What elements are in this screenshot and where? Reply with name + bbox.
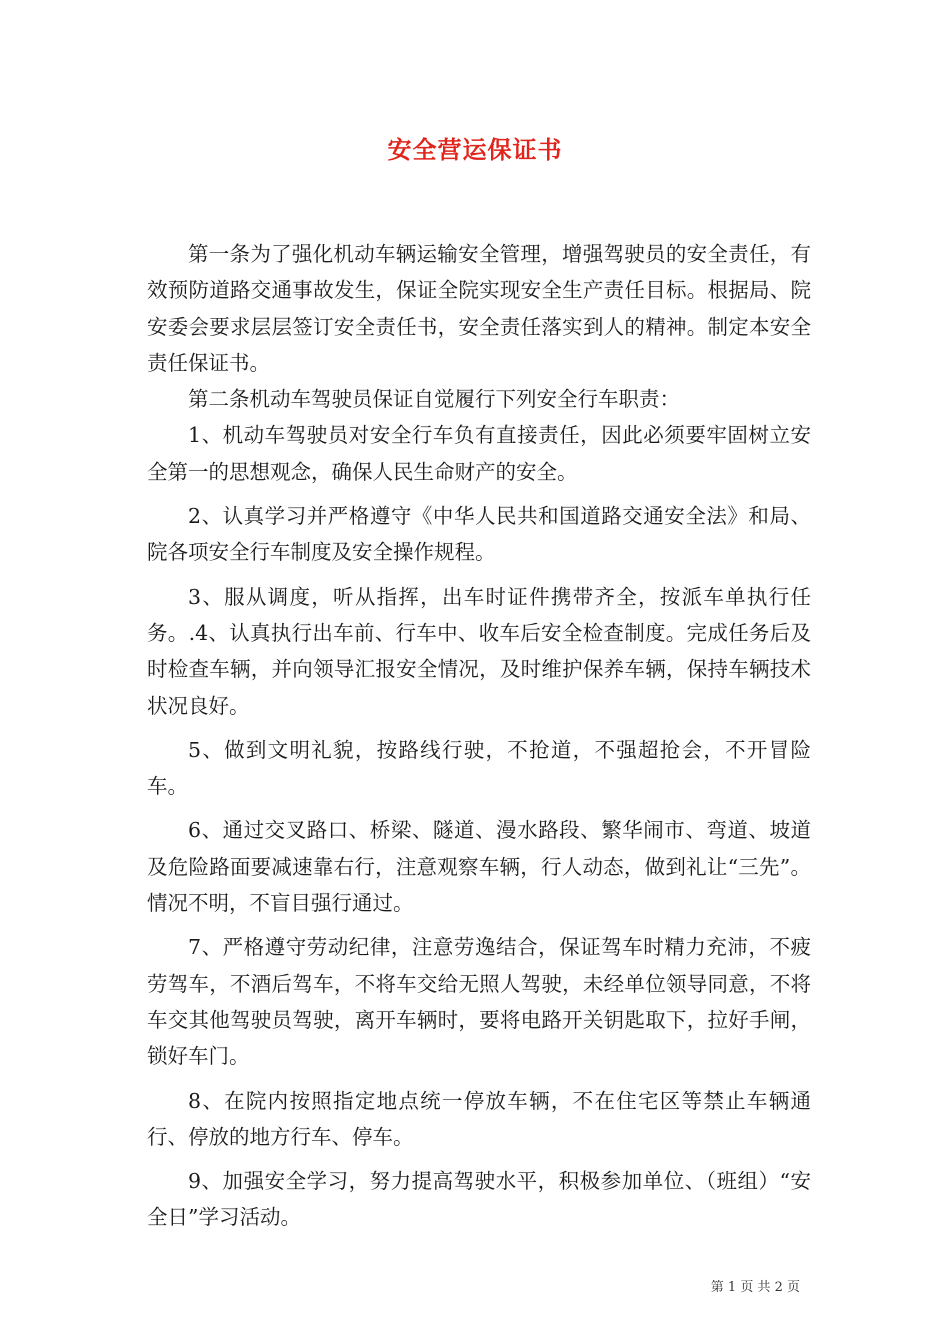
paragraph-item-9: 9、加强安全学习，努力提高驾驶水平，积极参加单位、（班组）“安全日”学习活动。 bbox=[147, 1169, 811, 1230]
page-number: 第 1 页 共 2 页 bbox=[710, 1280, 800, 1295]
document-body bbox=[147, 236, 811, 1236]
paragraph-item-5: 5、做到文明礼貌，按路线行驶，不抢道，不强超抢会，不开冒险车。 bbox=[147, 737, 811, 799]
paragraph-item-6: 6、通过交叉路口、桥梁、隧道、漫水路段、繁华闹市、弯道、坡道及危险路面要减速靠右行，注意观察车辆，行人动态，做到礼让“三先”。情况不明，不盲目强行通过。 bbox=[147, 818, 811, 916]
paragraph-article-1: 第一条为了强化机动车辆运输安全管理，增强驾驶员的安全责任，有效预防道路交通事故发生，保证全院实现安全生产责任目标。根据局、院安委会要求层层签订安全责任书，安全责任落实到人的精神。制定本安全责任保证书。 bbox=[147, 242, 811, 375]
paragraph-item-3-4: 3、服从调度，听从指挥，出车时证件携带齐全，按派车单执行任务。.4、认真执行出车前、行车中、收车后安全检查制度。完成任务后及时检查车辆，并向领导汇报安全情况，及时维护保养车辆，保持车辆技术状况良好。 bbox=[147, 584, 811, 718]
document-title: 安全营运保证书 bbox=[387, 135, 563, 164]
paragraph-item-2: 2、认真学习并严格遵守《中华人民共和国道路交通安全法》和局、院各项安全行车制度及安全操作规程。 bbox=[147, 504, 811, 565]
paragraph-item-8: 8、在院内按照指定地点统一停放车辆，不在住宅区等禁止车辆通行、停放的地方行车、停车。 bbox=[147, 1088, 811, 1149]
paragraph-article-2: 第二条机动车驾驶员保证自觉履行下列安全行车职责： bbox=[188, 387, 680, 412]
paragraph-item-7: 7、严格遵守劳动纪律，注意劳逸结合，保证驾车时精力充沛，不疲劳驾车，不酒后驾车，不将车交给无照人驾驶，未经单位领导同意，不将车交其他驾驶员驾驶，离开车辆时，要将电路开关钥匙取下，拉好手闸，锁好车门。 bbox=[147, 935, 811, 1069]
paragraph-item-1: 1、机动车驾驶员对安全行车负有直接责任，因此必须要牢固树立安全第一的思想观念，确保人民生命财产的安全。 bbox=[147, 423, 811, 484]
